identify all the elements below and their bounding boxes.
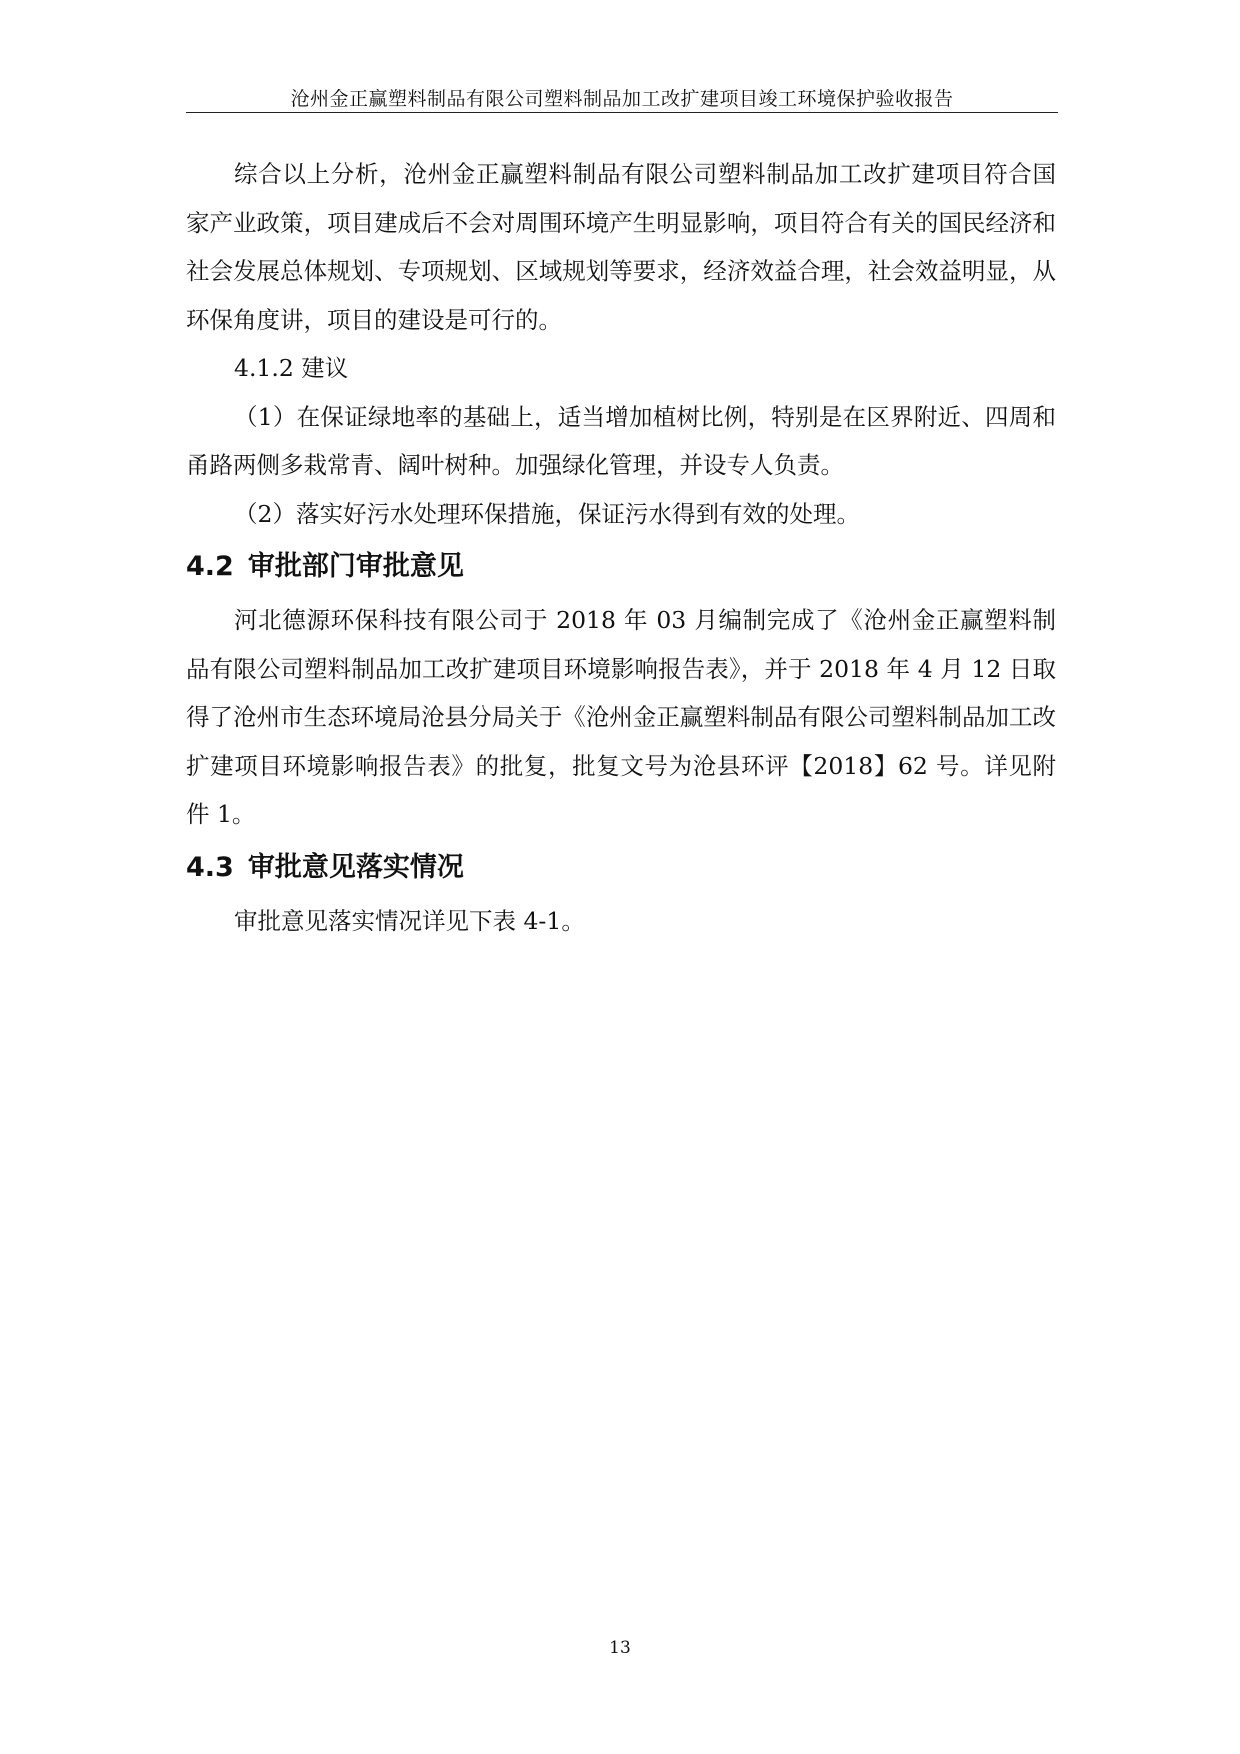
section-number: 4.3 [186,851,234,883]
section-heading-4-2 [186,542,1056,592]
running-header: 沧州金正赢塑料制品有限公司塑料制品加工改扩建项目竣工环境保护验收报告 [290,88,954,110]
suggestion-heading: 4.1.2 建议 [234,354,349,382]
page-content [186,150,1056,945]
section-title: 审批部门审批意见 [247,551,464,582]
implementation-paragraph: 审批意见落实情况详见下表 4-1。 [234,906,585,935]
page-number: 13 [609,1638,631,1658]
section-title: 审批意见落实情况 [247,851,464,883]
suggestion-item-2: （2）落实好污水处理环保措施，保证污水得到有效的处理。 [234,499,860,528]
suggestion-item-1: （1）在保证绿地率的基础上，适当增加植树比例，特别是在区界附近、四周和甬路两侧多栽常青、阔叶树种。加强绿化管理，并设专人负责。 [186,402,1056,479]
header-rule [186,112,1058,113]
approval-paragraph: 河北德源环保科技有限公司于 2018 年 03 月编制完成了《沧州金正赢塑料制品有限公司塑料制品加工改扩建项目环境影响报告表》，并于 2018 年 4 月 12 日取得了沧州市生态环境局沧县分局关于《沧州金正赢塑料制品有限公司塑料制品加工改扩建项目环境影响报告表》的批复，批复文号为沧县环评【2018】62 号。详见附件 1。 [186,606,1056,828]
section-number: 4.2 [186,551,234,582]
section-heading-4-3 [186,843,1056,893]
conclusion-paragraph: 综合以上分析，沧州金正赢塑料制品有限公司塑料制品加工改扩建项目符合国家产业政策，项目建成后不会对周围环境产生明显影响，项目符合有关的国民经济和社会发展总体规划、专项规划、区域规划等要求，经济效益合理，社会效益明显，从环保角度讲，项目的建设是可行的。 [186,160,1056,334]
